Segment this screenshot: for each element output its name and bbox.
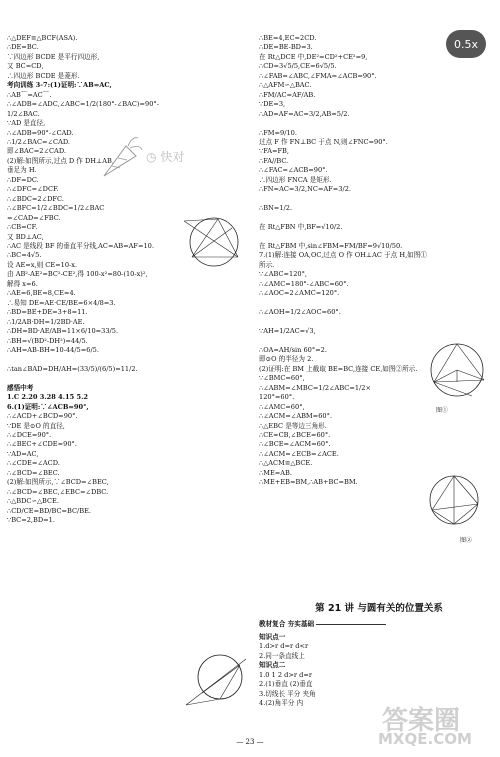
page-number: — 23 — xyxy=(236,738,264,746)
text-line: ∴CD/CE=BD/BC=BC/BE. xyxy=(7,506,92,515)
text-line: 在 Rt△DCE 中,DE²=CD²+CE²=9, xyxy=(259,52,368,61)
knowledge-list xyxy=(259,633,494,709)
text-line: ∵AD 是直径, xyxy=(7,119,46,128)
text-line: ∵∠BMC=60°, xyxy=(259,374,305,383)
text-line: ∵DE=3, xyxy=(259,100,286,109)
text-line: 设 AE=x,则 CE=10-x. xyxy=(7,260,78,269)
text-line: ∴BD=BE+DE=3+8=11. xyxy=(7,308,88,317)
text-line: ∴BH=√(BD²-DH²)=44/5. xyxy=(7,336,88,345)
text-line: ∴DF=DC. xyxy=(7,175,39,184)
text-line: 感悟中考 xyxy=(7,383,34,392)
text-line: ∴∠AMC=180°-∠ABC=60°. xyxy=(259,279,349,288)
text-line: ∵FA=FB, xyxy=(259,147,289,156)
text-line xyxy=(259,119,494,128)
text-line: ∴ME+EB=BM,∴AB+BC=BM. xyxy=(259,478,358,487)
site-watermark-logo: 答案圈 xyxy=(382,706,461,736)
text-line: 即∠BAC=2∠CAD. xyxy=(7,147,66,156)
text-line: ∴OA=AH/sin 60°=2. xyxy=(259,345,327,354)
carrot-sticker xyxy=(96,132,144,184)
text-line: ∴△DEF≌△BCF(ASA). xyxy=(7,34,78,42)
text-line xyxy=(259,195,494,204)
text-line: 在 Rt△FBM 中,sin∠FBM=FM/BF=9√10/50. xyxy=(259,241,403,250)
figure-1-caption: 图① xyxy=(436,407,449,414)
text-line: 即⊙O 的半径为 2. xyxy=(259,355,314,364)
text-line: ∴∠BFC=1/2∠BDC=1/2∠BAC xyxy=(7,204,105,213)
text-line: ∴∠BDC=2∠DFC. xyxy=(7,194,64,203)
text-line: 考向训练 3-7:(1)证明:∵AB=AC, xyxy=(7,81,112,90)
text-line: 由 AB²-AE²=BC²-CE²,得 100-x²=80-(10-x)², xyxy=(7,270,148,279)
text-line: ∴△EBC 是等边三角形. xyxy=(259,421,327,430)
text-line: ∴AC 是线段 BF 的垂直平分线,AC=AB=AF=10. xyxy=(7,241,154,250)
text-line: ∴1/2∠BAC=∠CAD. xyxy=(7,137,70,146)
text-line: ∴1/2AB·DH=1/2BD·AE. xyxy=(7,317,85,326)
text-line: 7.(1)解:连接 OA,OC,过点 O 作 OH⊥AC 于点 H,如图① xyxy=(259,251,427,260)
playback-speed-badge[interactable]: 0.5x xyxy=(446,30,486,58)
text-line: ∵BC=2,BD=1. xyxy=(7,516,55,525)
text-line: ∴FA//BC. xyxy=(259,156,289,165)
text-line: ∴AD=AF=AC=3/2,AB=5/2. xyxy=(259,109,350,118)
text-line xyxy=(7,355,245,364)
text-line: ∴四边形 FNCA 是矩形. xyxy=(259,175,332,184)
text-line: ∴∠ACD+∠BCD=90°. xyxy=(7,412,78,421)
text-line: ∴∠FAB=∠ABC,∠FMA=∠ACB=90°. xyxy=(259,71,377,80)
text-line xyxy=(259,318,494,327)
lesson-title: 第 21 讲 与圆有关的位置关系 xyxy=(315,603,443,614)
text-line: ∴∠CDE=∠ACD. xyxy=(7,459,60,468)
text-line: ∴ME=AB. xyxy=(259,468,292,477)
text-line: ∴∠DFC=∠DCF. xyxy=(7,185,59,194)
circle-figure-3 xyxy=(424,338,490,408)
left-column xyxy=(7,34,245,526)
text-line: 1/2∠BAC. xyxy=(7,109,40,118)
text-line: 2.同一条直线上 xyxy=(259,651,305,660)
site-watermark: MXQE.COM xyxy=(378,730,472,748)
text-line: 1.d>r d=r d<r xyxy=(259,642,309,651)
text-line: 120°=60°. xyxy=(259,393,295,402)
text-line: 4.(2)角平分 内 xyxy=(259,699,304,708)
text-line: 在 Rt△FBN 中,BF=√10/2. xyxy=(259,223,343,232)
text-line: ∵四边形 BCDE 是平行四边形, xyxy=(7,52,100,61)
text-line xyxy=(259,233,494,242)
text-line: 又 BC=CD, xyxy=(7,62,44,71)
text-line: 解得 x=6. xyxy=(7,279,38,288)
text-line: 垂足为 H. xyxy=(7,166,37,175)
text-line xyxy=(7,374,245,383)
section-label: 教材复合 夯实基础 xyxy=(259,620,315,628)
text-line: ∵∠ABC=120°, xyxy=(259,270,307,279)
text-line: ∴FM/AC=AF/AB. xyxy=(259,90,316,99)
text-line: ∴∠AOC=2∠AMC=120°. xyxy=(259,289,340,298)
text-line: ∴∠ADB=∠ADC,∠ABC=1/2(180°-∠BAC)=90°- xyxy=(7,100,159,109)
text-line: ∴∠ABM=∠MBC=1/2∠ABC=1/2× xyxy=(259,383,371,392)
text-line: ∴CE=CB,∠BCE=60°. xyxy=(259,431,331,440)
text-line: ∴∠DCE=90°. xyxy=(7,431,52,440)
quick-watermark xyxy=(146,148,184,165)
text-line: ∴CB=CF. xyxy=(7,223,38,232)
text-line: 过点 F 作 FN⊥BC 于点 N,则∠FNC=90°. xyxy=(259,137,388,146)
text-line: ∴∠BEC+∠CDE=90°. xyxy=(7,440,77,449)
section-label-row xyxy=(259,618,386,628)
text-line: ∴∠ACM=∠ABM=60°. xyxy=(259,412,332,421)
text-line: 又 BD⊥AC, xyxy=(7,232,44,241)
figure-2-caption: 图② xyxy=(460,537,473,544)
text-line: 知识点一 xyxy=(259,633,286,641)
text-line: 所示. xyxy=(259,260,275,269)
text-line: ∴BC=4√5. xyxy=(7,251,42,260)
text-line: (2)解:如图所示,过点 D 作 DH⊥AB, xyxy=(7,156,114,165)
text-line: 知识点二 xyxy=(259,661,286,670)
text-line: ∴∠BCE=∠ACM=60°. xyxy=(259,440,331,449)
right-column xyxy=(259,34,494,488)
text-line: 6.(1)证明:∵∠ACB=90°, xyxy=(7,402,89,411)
text-line: ∴∠ADB=90°-∠CAD. xyxy=(7,128,74,137)
text-line xyxy=(259,214,494,223)
section-divider xyxy=(316,624,386,625)
text-line: ∵DE 是⊙O 的直径, xyxy=(7,421,65,430)
circle-figure-2 xyxy=(180,645,252,713)
text-line: ∵AD=AC, xyxy=(7,449,39,458)
text-line: 3.切线长 平分 夹角 xyxy=(259,689,316,698)
text-line: ∴∠AOH=1/2∠AOC=60°. xyxy=(259,308,341,317)
text-line: ∴∠BCD=∠BEC. xyxy=(7,468,60,477)
text-line: 1.C 2.20 3.28 4.15 5.2 xyxy=(7,393,88,402)
text-line: (2)证明:在 BM 上截取 BE=BC,连接 CE,如图②所示. xyxy=(259,364,418,373)
text-line: ∴AB⌒=AC⌒. xyxy=(7,90,52,99)
text-line: ∴∠FAC=∠ACB=90°. xyxy=(259,166,328,175)
text-line: ∴∠ACM=∠ECB=∠ACE. xyxy=(259,449,339,458)
text-line: 1.0 1 2 d>r d=r xyxy=(259,670,313,679)
text-line: (2)解:如图所示,∵∠BCD=∠BEC, xyxy=(7,478,109,487)
text-line: ∴∠AMC=60°, xyxy=(259,402,305,411)
quick-watermark-icon: ◷ xyxy=(146,150,157,164)
text-line: ∴FM=9/10. xyxy=(259,128,297,137)
text-line: ∴DH=BD·AE/AB=11×6/10=33/5. xyxy=(7,327,119,336)
text-line: =∠CAD=∠FBC. xyxy=(7,213,61,222)
text-line: ∴△BDC∽△BCE. xyxy=(7,497,59,506)
text-line: ∴四边形 BCDE 是菱形. xyxy=(7,71,80,80)
text-line: ∴∠BCD=∠BEC,∠EBC=∠DBC. xyxy=(7,487,109,496)
text-line: ∴△AFM∽△BAC. xyxy=(259,81,312,90)
text-line: ∴AH=AB-BH=10-44/5=6/5. xyxy=(7,345,99,354)
quick-watermark-text: 快对 xyxy=(160,150,185,164)
text-line: ∵AH=1/2AC=√3, xyxy=(259,327,316,336)
text-line xyxy=(259,299,494,308)
text-line: 2.(1)垂直 (2)垂直 xyxy=(259,680,313,689)
circle-figure-4 xyxy=(420,470,490,536)
text-line: ∴BE=4,EC=2CD. xyxy=(259,34,317,42)
text-line: ∴DE=BE-BD=3. xyxy=(259,43,313,52)
text-line: ∴△ACM≌△BCE. xyxy=(259,459,313,468)
text-line: ∴BN=1/2. xyxy=(259,204,293,213)
text-line: ∴CD=3√5/5,CE=6√5/5. xyxy=(259,62,337,71)
text-line: ∴FN=AC=3/2,NC=AF=3/2. xyxy=(259,185,352,194)
circle-figure-1 xyxy=(178,213,250,269)
text-line: ∴tan∠BAD=DH/AH=(33/5)/(6/5)=11/2. xyxy=(7,364,138,373)
text-line: ∴AE=6,BE=8,CE=4. xyxy=(7,289,76,298)
text-line: ∴DE=BC. xyxy=(7,43,39,52)
text-line: ∴易知 DE=AE·CE/BE=6×4/8=3. xyxy=(7,298,116,307)
